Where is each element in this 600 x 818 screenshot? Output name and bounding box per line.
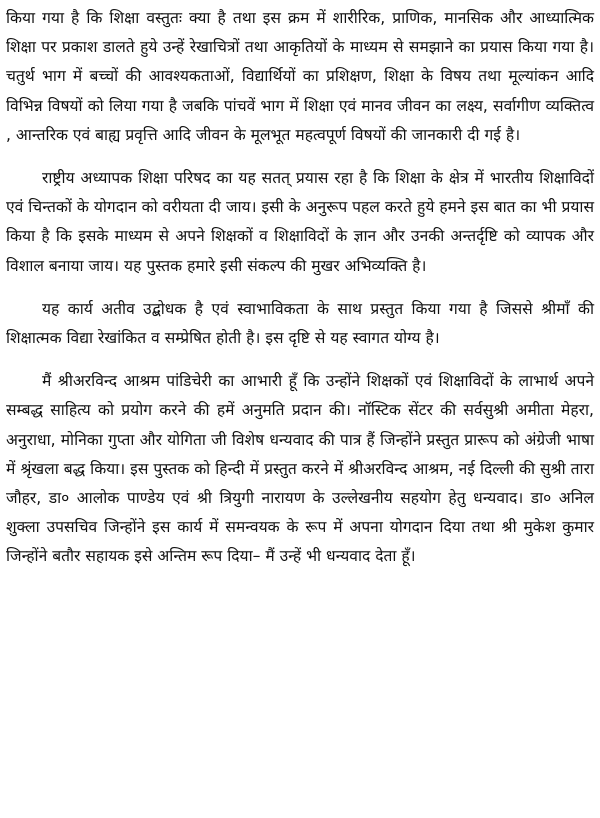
paragraph-4: मैं श्रीअरविन्द आश्रम पांडिचेरी का आभारी हूँ कि उन्होंने शिक्षकों एवं शिक्षाविदों के लाभार्थ अपने सम्बद्ध साहित्य को प्रयोग करने की हमें अनुमति प्रदान की। नॉस्टिक सेंटर की सर्वसुश्री अमीता मेहरा, अनुराधा, मोनिका गुप्ता और योगिता जी विशेष धन्यवाद की पात्र हैं जिन्होंने प्रस्तुत प्रारूप को अंग्रेजी भाषा में श्रृंखला बद्ध किया। इस पुस्तक को हिन्दी में प्रस्तुत करने में श्रीअरविन्द आश्रम, नई दिल्ली की सुश्री तारा जौहर, डा० आलोक पाण्डेय एवं श्री त्रियुगी नारायण के उल्लेखनीय सहयोग हेतु धन्यवाद। डा० अनिल शुक्ला उपसचिव जिन्होंने इस कार्य में समन्वयक के रूप में अपना योगदान दिया तथा श्री मुकेश कुमार जिन्होंने बतौर सहायक इसे अन्तिम रूप दिया– मैं उन्हें भी धन्यवाद देता हूँ। bbox=[6, 372, 594, 566]
paragraph-1: किया गया है कि शिक्षा वस्तुतः क्या है तथा इस क्रम में शारीरिक, प्राणिक, मानसिक और आध्यात्मिक शिक्षा पर प्रकाश डालते हुये उन्हें रेखाचित्रों तथा आकृतियों के माध्यम से समझाने का प्रयास किया गया है। चतुर्थ भाग में बच्चों की आवश्यकताओं, विद्यार्थियों का प्रशिक्षण, शिक्षा के विषय तथा मूल्यांकन आदि विभिन्न विषयों को लिया गया है जबकि पांचवें भाग में शिक्षा एवं मानव जीवन का लक्ष्य, सर्वागीण व्यक्तित्व , आन्तरिक एवं बाह्य प्रवृत्ति आदि जीवन के मूलभूत महत्वपूर्ण विषयों की जानकारी दी गई है। bbox=[6, 9, 594, 144]
paragraph-3: यह कार्य अतीव उद्बोधक है एवं स्वाभाविकता के साथ प्रस्तुत किया गया है जिससे श्रीमाँ की शिक्षात्मक विद्या रेखांकित व सम्प्रेषित होती है। इस दृष्टि से यह स्वागत योग्य है। bbox=[6, 299, 594, 348]
paragraph-2: राष्ट्रीय अध्यापक शिक्षा परिषद का यह सतत् प्रयास रहा है कि शिक्षा के क्षेत्र में भारतीय शिक्षाविदों एवं चिन्तकों के योगदान को वरीयता दी जाय। इसी के अनुरूप पहल करते हुये हमने इस बात का भी प्रयास किया है कि इसके माध्यम से अपने शिक्षकों व शिक्षाविदों के ज्ञान और उनकी अन्तर्दृष्टि को व्यापक और विशाल बनाया जाय। यह पुस्तक हमारे इसी संकल्प की मुखर अभिव्यक्ति है। bbox=[6, 169, 594, 275]
document-body bbox=[6, 4, 594, 572]
